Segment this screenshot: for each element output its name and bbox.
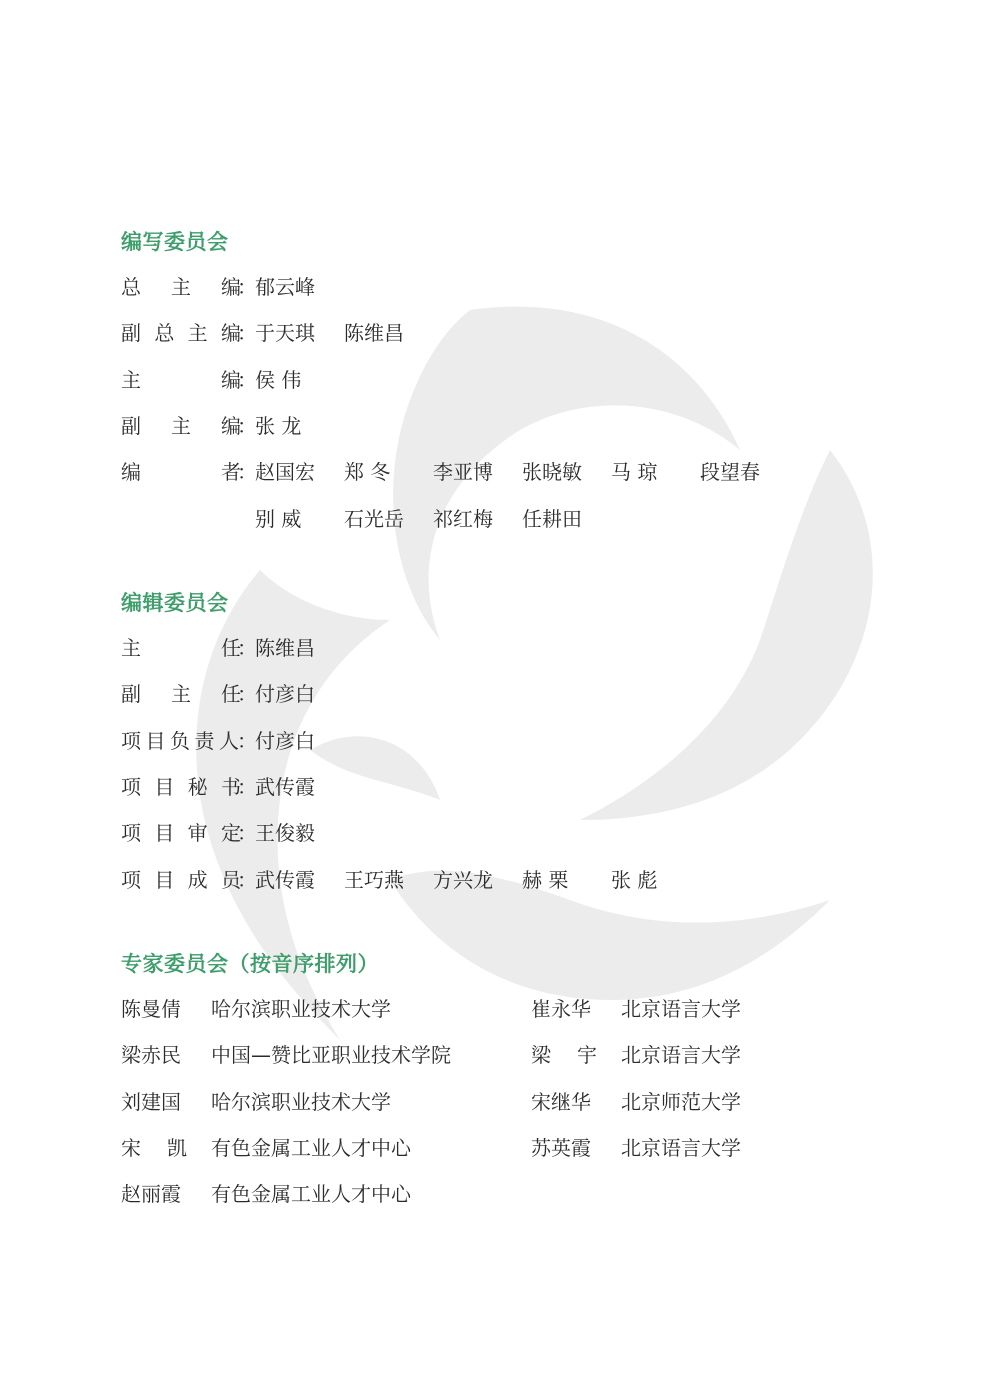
colon: ： <box>237 460 257 485</box>
colon: ： <box>237 367 257 392</box>
writing-committee-heading: 编写委员会 <box>121 230 229 254</box>
member-name: 侯 伟 <box>255 367 302 392</box>
role-label-char: 责 <box>194 728 215 753</box>
expert-name-part: 苏英霞 <box>531 1135 591 1160</box>
role-label-char: 主 <box>187 321 208 346</box>
role-label <box>121 318 241 348</box>
expert-name-part: 宋 <box>121 1135 141 1160</box>
colon: ： <box>237 774 257 799</box>
expert-name <box>531 1040 597 1070</box>
role-label <box>121 365 241 395</box>
role-label-char: 主 <box>121 636 141 660</box>
expert-name <box>121 1040 187 1070</box>
role-label <box>121 457 241 487</box>
role-label-char: 目 <box>154 867 175 892</box>
role-label-char: 目 <box>145 728 166 753</box>
member-name: 王巧燕 <box>344 867 404 892</box>
member-name: 郁云峰 <box>255 275 315 299</box>
member-name: 张 龙 <box>255 413 302 438</box>
role-label-char: 主 <box>121 367 141 392</box>
role-label <box>121 272 241 302</box>
role-label-char: 目 <box>154 821 175 846</box>
member-name: 王俊毅 <box>255 821 315 846</box>
role-label-char: 编 <box>121 460 141 485</box>
colon: ： <box>237 867 257 892</box>
expert-name-part: 梁赤民 <box>121 1043 181 1068</box>
expert-name <box>121 1179 187 1209</box>
member-name: 石光岳 <box>344 506 404 531</box>
role-label-char: 编 <box>221 367 241 392</box>
expert-name <box>121 1133 187 1163</box>
role-label-char: 书 <box>220 774 241 799</box>
member-name: 赵国宏 <box>255 460 315 485</box>
role-label-char: 项 <box>121 821 141 846</box>
expert-committee-heading: 专家委员会（按音序排列） <box>121 952 379 976</box>
role-label <box>121 411 241 441</box>
role-label-char: 人 <box>219 728 239 753</box>
expert-organization: 有色金属工业人才中心 <box>211 1135 411 1160</box>
expert-name-part: 崔永华 <box>531 997 591 1021</box>
expert-name-part: 凯 <box>167 1135 187 1160</box>
role-label-char: 项 <box>121 728 141 753</box>
colon: ： <box>237 275 257 299</box>
role-label-char: 编 <box>220 321 241 346</box>
colon: ： <box>237 821 257 846</box>
expert-name <box>531 1133 597 1163</box>
colon: ： <box>237 682 257 707</box>
member-name: 祁红梅 <box>433 506 493 531</box>
role-label-char: 总 <box>121 275 141 299</box>
role-label <box>121 726 239 756</box>
expert-name <box>121 1087 187 1117</box>
role-label-char: 员 <box>220 867 241 892</box>
role-label-char: 定 <box>220 821 241 846</box>
expert-organization: 北京语言大学 <box>621 997 741 1021</box>
role-label-char: 负 <box>170 728 190 753</box>
role-label <box>121 633 241 663</box>
member-name: 于天琪 <box>255 321 315 346</box>
role-label-char: 任 <box>221 636 241 660</box>
role-label-char: 总 <box>154 321 175 346</box>
role-label <box>121 679 241 709</box>
role-label-char: 副 <box>121 321 141 346</box>
member-name: 方兴龙 <box>433 867 493 892</box>
role-label <box>121 772 241 802</box>
role-label-char: 副 <box>121 413 141 438</box>
expert-name-part: 梁 <box>531 1043 551 1068</box>
role-label <box>121 865 241 895</box>
expert-name <box>531 994 597 1024</box>
expert-name-part: 刘建国 <box>121 1089 181 1114</box>
expert-name-part: 赵丽霞 <box>121 1182 181 1207</box>
member-name: 段望春 <box>700 460 760 485</box>
colon: ： <box>237 413 257 438</box>
role-label-char: 主 <box>171 413 191 438</box>
editorial-committee-heading: 编辑委员会 <box>121 591 229 615</box>
role-label-char: 主 <box>171 275 191 299</box>
expert-name-part: 宇 <box>577 1043 597 1068</box>
colon: ： <box>237 728 257 753</box>
member-name: 付彦白 <box>255 728 315 753</box>
role-label <box>121 818 241 848</box>
expert-name <box>531 1087 597 1117</box>
role-label-char: 成 <box>187 867 208 892</box>
member-name: 马 琼 <box>611 460 658 485</box>
expert-organization: 北京语言大学 <box>621 1043 741 1068</box>
expert-organization: 北京师范大学 <box>621 1089 741 1114</box>
member-name: 任耕田 <box>522 506 582 531</box>
colon: ： <box>237 321 257 346</box>
member-name: 陈维昌 <box>255 636 315 660</box>
expert-name <box>121 994 187 1024</box>
member-name: 张 彪 <box>611 867 658 892</box>
role-label-char: 审 <box>187 821 208 846</box>
role-label-char: 编 <box>221 275 241 299</box>
member-name: 武传霞 <box>255 774 315 799</box>
expert-organization: 哈尔滨职业技术大学 <box>211 997 391 1021</box>
member-name: 郑 冬 <box>344 460 391 485</box>
member-name: 陈维昌 <box>344 321 404 346</box>
role-label-char: 项 <box>121 867 141 892</box>
member-name: 别 威 <box>255 506 302 531</box>
expert-organization: 有色金属工业人才中心 <box>211 1182 411 1207</box>
role-label-char: 秘 <box>187 774 208 799</box>
member-name: 武传霞 <box>255 867 315 892</box>
role-label-char: 主 <box>171 682 191 707</box>
member-name: 付彦白 <box>255 682 315 707</box>
role-label-char: 项 <box>121 774 141 799</box>
member-name: 张晓敏 <box>522 460 582 485</box>
expert-name-part: 陈曼倩 <box>121 997 181 1021</box>
expert-organization: 北京语言大学 <box>621 1135 741 1160</box>
role-label-char: 目 <box>154 774 175 799</box>
colon: ： <box>237 636 257 660</box>
member-name: 李亚博 <box>433 460 493 485</box>
role-label-char: 者 <box>221 460 241 485</box>
expert-organization: 中国—赞比亚职业技术学院 <box>211 1043 451 1068</box>
role-label-char: 副 <box>121 682 141 707</box>
expert-name-part: 宋继华 <box>531 1089 591 1114</box>
member-name: 赫 栗 <box>522 867 569 892</box>
role-label-char: 编 <box>221 413 241 438</box>
expert-organization: 哈尔滨职业技术大学 <box>211 1089 391 1114</box>
role-label-char: 任 <box>221 682 241 707</box>
